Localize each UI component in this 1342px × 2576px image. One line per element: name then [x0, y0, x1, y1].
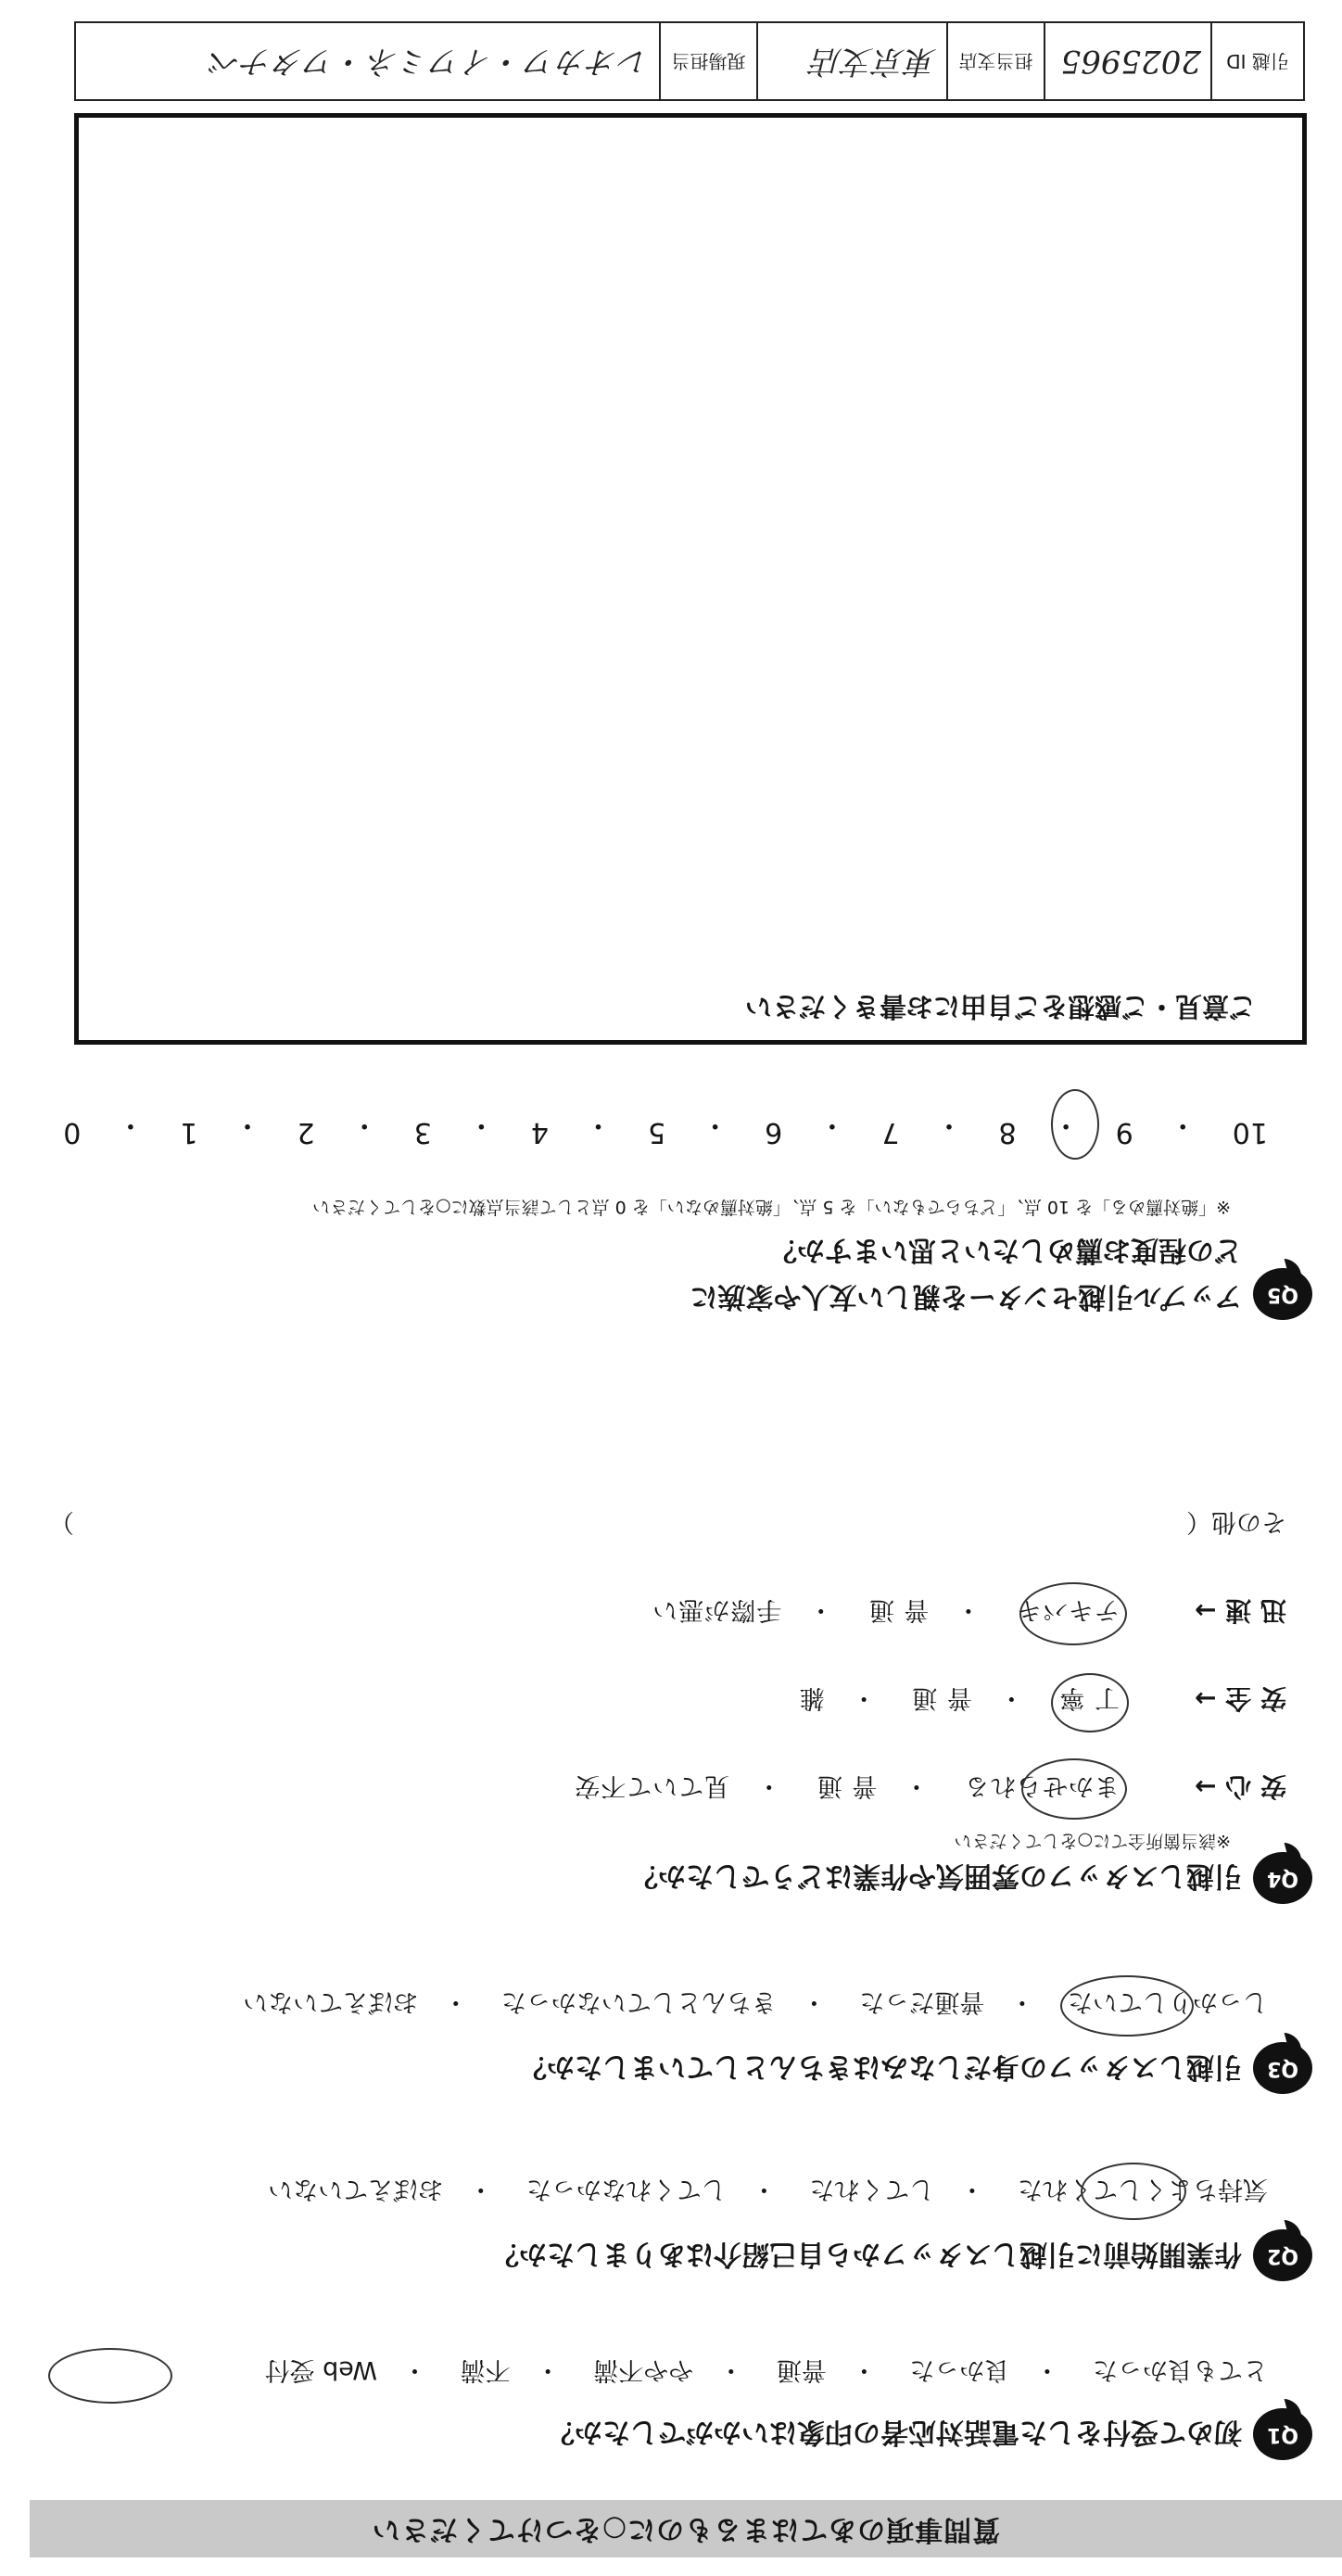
q1-option-6[interactable]: Web 受付	[264, 2355, 378, 2384]
q4-row-1-option-2[interactable]: 普 通	[816, 1771, 878, 1800]
q3-answer-circle	[1060, 1975, 1194, 2037]
q3-option-2[interactable]: 普通だった	[859, 1987, 985, 2016]
q5-text-line1: アップル引越センターを親しい友人や家族に	[690, 1280, 1242, 1313]
leader-value-cell	[76, 23, 659, 99]
q5-scale: 10 ・ 9 ・ 8 ・ 7 ・ 6 ・ 5 ・ 4 ・ 3 ・ 2 ・ 1 ・ 0	[63, 1109, 1268, 1148]
q4-row-2-option-1[interactable]: 丁 寧	[1058, 1683, 1120, 1712]
q4-row-1-label: 安 心 →	[1195, 1771, 1286, 1802]
q2-answer-circle	[1081, 2163, 1186, 2220]
q1-options: とても良かった ・ 良かった ・ 普通 ・ やや不満 ・ 不満 ・ Web 受付	[264, 2355, 1268, 2384]
q5-score-5[interactable]: 5	[648, 1116, 666, 1148]
q4-row-3-option-2[interactable]: 普 通	[867, 1595, 930, 1624]
q4-row-2-options: 丁 寧 ・ 普 通 ・ 雑	[798, 1683, 1120, 1712]
q3-options: しっかりしていた ・ 普通だった ・ きちんとしていなかった ・ おぼえていない	[243, 1987, 1268, 2016]
q3-option-1[interactable]: しっかりしていた	[1068, 1987, 1268, 2016]
q3-option-3[interactable]: きちんとしていなかった	[500, 1987, 777, 2016]
q4-badge	[1253, 1852, 1312, 1904]
instruction-text: 質問事項のあてはまるものに○をつけてください	[371, 2513, 1001, 2545]
q1-option-2[interactable]: 良かった	[909, 2355, 1010, 2384]
q2-option-3[interactable]: してくれなかった	[525, 2175, 727, 2203]
q3-number: Q3	[1267, 2057, 1299, 2080]
footer-table	[74, 21, 1305, 101]
leader-label-cell	[659, 23, 756, 99]
branch-label-cell	[946, 23, 1044, 99]
q4-row-1-circle	[1021, 1758, 1127, 1820]
instruction-header	[30, 2500, 1342, 2557]
q2-option-4[interactable]: おぼえていない	[268, 2175, 444, 2203]
leader-label: 現場担当	[671, 50, 746, 72]
q4-other: その他（	[1186, 1507, 1286, 1536]
q4-number: Q4	[1267, 1867, 1299, 1890]
id-label: 引越 ID	[1226, 50, 1289, 72]
q2-badge	[1253, 2229, 1312, 2281]
q4-row-2-label: 安 全 →	[1195, 1683, 1286, 1714]
q3-text: 引越しスタッフの身だしなみはきちんとしていましたか？	[519, 2050, 1242, 2083]
q5-score-10[interactable]: 10	[1232, 1116, 1268, 1148]
q5-text-line2: どの程度お薦めしたいと思いますか？	[769, 1234, 1242, 1266]
q2-options: 気持ちよくしてくれた ・ してくれた ・ してくれなかった ・ おぼえていない	[268, 2175, 1268, 2203]
q5-score-6[interactable]: 6	[765, 1116, 783, 1148]
q4-note: ※該当箇所全てに○をしてください	[954, 1831, 1231, 1851]
q4-row-3-label: 迅 速 →	[1195, 1595, 1286, 1626]
q1-option-4[interactable]: やや不満	[593, 2355, 694, 2384]
branch-value-cell	[756, 23, 946, 99]
q4-row-3-option-3[interactable]: 手際が悪い	[652, 1595, 782, 1624]
q4-row-2-option-3[interactable]: 雑	[798, 1683, 825, 1712]
id-value-cell	[1044, 23, 1210, 99]
q4-row-1-option-3[interactable]: 見ていて不安	[574, 1771, 730, 1800]
q5-note: ※「絶対薦める」を 10 点、「どちらでもない」を 5 点、「絶対薦めない」を 0 点として該当点数に○をしてください	[312, 1197, 1231, 1217]
id-value: 2025965	[1060, 43, 1201, 80]
q5-score-7[interactable]: 7	[881, 1116, 900, 1148]
q1-badge	[1253, 2408, 1312, 2460]
q1-number: Q1	[1267, 2423, 1299, 2446]
q5-answer-circle	[1051, 1089, 1099, 1160]
q1-text: 初めて受付をした電話対応者の印象はいかがでしたか？	[547, 2416, 1242, 2448]
q5-score-0[interactable]: 0	[63, 1116, 82, 1148]
q3-option-4[interactable]: おぼえていない	[243, 1987, 419, 2016]
branch-value: 東京支店	[811, 43, 937, 80]
branch-label: 担当支店	[958, 50, 1033, 72]
q4-text: 引越しスタッフの雰囲気や作業はどうでしたか？	[630, 1859, 1242, 1892]
q3-badge	[1253, 2042, 1312, 2094]
leader-value: レオカワ・イワミネ・ワタナベ	[209, 43, 650, 80]
q4-row-3-options: テキパキ ・ 普 通 ・ 手際が悪い	[652, 1595, 1120, 1624]
q5-score-8[interactable]: 8	[998, 1116, 1017, 1148]
q1-answer-circle	[48, 2348, 172, 2404]
q5-score-3[interactable]: 3	[413, 1116, 432, 1148]
q4-row-1-options: まかせられる ・ 普 通 ・ 見ていて不安	[574, 1771, 1120, 1800]
q1-option-5[interactable]: 不満	[460, 2355, 511, 2384]
comment-label: ご意見・ご感想をご自由にお書きください	[744, 991, 1256, 1022]
q4-row-2-option-2[interactable]: 普 通	[911, 1683, 972, 1712]
q1-option-1[interactable]: とても良かった	[1093, 2355, 1268, 2384]
q5-score-1[interactable]: 1	[180, 1116, 198, 1148]
q2-option-2[interactable]: してくれた	[809, 2175, 935, 2203]
q5-badge	[1253, 1268, 1312, 1320]
q2-number: Q2	[1267, 2244, 1299, 2267]
q5-score-2[interactable]: 2	[297, 1116, 315, 1148]
q5-number: Q5	[1267, 1283, 1299, 1306]
q4-row-1-option-1[interactable]: まかせられる	[964, 1771, 1120, 1800]
q2-text: 作業開始前に引越しスタッフから自己紹介はありましたか？	[491, 2238, 1242, 2270]
q4-row-3-option-1[interactable]: テキパキ	[1016, 1595, 1120, 1624]
q2-option-1[interactable]: 気持ちよくしてくれた	[1018, 2175, 1268, 2203]
comment-box[interactable]	[74, 113, 1307, 1045]
q5-score-4[interactable]: 4	[530, 1116, 549, 1148]
id-label-cell	[1210, 23, 1303, 99]
q4-row-3-circle	[1019, 1582, 1127, 1645]
q5-score-9[interactable]: 9	[1115, 1116, 1133, 1148]
q4-other-close: ）	[49, 1507, 74, 1536]
q4-row-2-circle	[1051, 1673, 1129, 1732]
q1-option-3[interactable]: 普通	[776, 2355, 827, 2384]
